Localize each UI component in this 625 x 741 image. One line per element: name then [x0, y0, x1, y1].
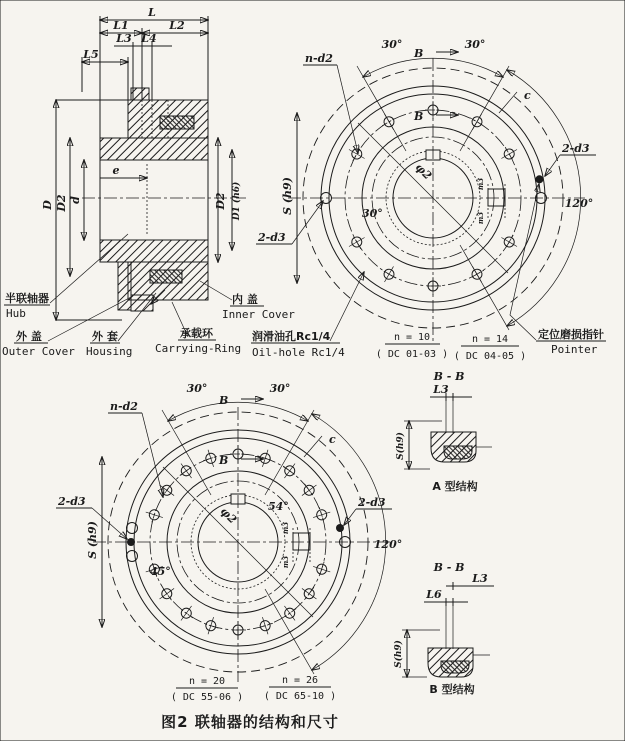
dim-label-L1: L1 [113, 19, 129, 32]
angle-30-left-a: 30° [381, 38, 403, 51]
dim-c-a: c [524, 89, 531, 102]
dim-label-L3-b: L3 [472, 572, 488, 585]
type-b-label: B 型结构 [429, 683, 475, 696]
two-d3-label-right-b: 2-d3 [358, 496, 386, 509]
section-mark-B-mid-b: B [219, 454, 229, 467]
section-b-seal [441, 661, 469, 673]
keyway-dim-m3-top: m3 [476, 177, 485, 191]
n14-models: ( DC 04-05 ) [453, 351, 527, 362]
n-d2-label-b: n-d2 [110, 400, 138, 413]
dim-label-L4: L4 [141, 32, 157, 45]
angle-30-right-a: 30° [464, 38, 486, 51]
section-header-a: B - B [433, 370, 465, 383]
inner-cover-label-cn: 内 盖 [232, 293, 258, 306]
dim-label-L6-b: L6 [426, 588, 442, 601]
n-d2-label-a: n-d2 [305, 52, 333, 65]
section-a-seal [444, 446, 472, 459]
carrying-ring-label-en: Carrying-Ring [155, 342, 242, 355]
d3-pin-right [336, 524, 344, 532]
dim-label-D1h6: D1 (h6) [232, 181, 242, 221]
oil-hole-label-cn: 润滑油孔Rc1/4 [252, 330, 331, 343]
section-mark-B-top-a: B [414, 47, 424, 60]
n20-models: ( DC 55-06 ) [170, 692, 244, 703]
keyway-dim-m3-bottom: m3 [281, 555, 290, 569]
type-a-label: A 型结构 [432, 480, 478, 493]
carrying-ring-label-cn: 承载环 [180, 327, 213, 340]
hub-label-en: Hub [6, 307, 26, 320]
angle-120-b: 120° [373, 538, 403, 551]
keyway-dim-m3-top: m3 [281, 521, 290, 535]
housing-label-cn: 外 套 [92, 330, 118, 343]
n14-label: n = 14 [471, 334, 509, 345]
d3-pin-left [127, 538, 135, 546]
n10-label: n = 10 [393, 332, 431, 343]
dim-label-S-section-a: S(h9) [396, 432, 406, 460]
pointer-pin [535, 175, 543, 183]
keyway-dim-m3-bottom: m3 [476, 211, 485, 225]
dim-label-L3-a: L3 [433, 383, 449, 396]
inner-cover-label-en: Inner Cover [222, 308, 295, 321]
angle-30-inner-a: 30° [362, 207, 383, 220]
n10-models: ( DC 01-03 ) [375, 349, 449, 360]
n26-label: n = 26 [281, 675, 319, 686]
outer-cover-label-cn: 外 盖 [16, 330, 42, 343]
n26-models: ( DC 65-10 ) [263, 691, 337, 702]
section-mark-B-mid-a: B [414, 110, 424, 123]
dim-label-S-a: S (h9) [281, 177, 294, 215]
outer-cover-label-en: Outer Cover [2, 345, 75, 358]
dim-c-b: c [329, 433, 336, 446]
angle-30-left-b: 30° [186, 382, 208, 395]
pointer-label-cn: 定位磨损指针 [538, 328, 604, 341]
dim-label-L5: L5 [83, 48, 99, 61]
oil-hole-label-en: Oil-hole Rc1/4 [252, 346, 345, 359]
two-d3-label-left-b: 2-d3 [58, 495, 86, 508]
hub-label-cn: 半联轴器 [5, 292, 49, 305]
housing-label-en: Housing [86, 345, 133, 358]
section-header-b: B - B [433, 561, 465, 574]
dim-label-S-section-b: S(h9) [394, 640, 404, 668]
dim-phi2-a: φ2 [412, 160, 435, 183]
angle-45-b: 45° [150, 565, 171, 578]
dim-label-e: e [112, 164, 120, 177]
dim-label-D: D [41, 200, 54, 210]
pointer-label-en: Pointer [551, 343, 598, 356]
dim-label-d: d [69, 196, 82, 204]
dim-label-D2-right: D2 [214, 192, 227, 210]
section-mark-B-top-b: B [219, 394, 229, 407]
two-d3-label-right-a: 2-d3 [562, 142, 590, 155]
dim-label-L: L [148, 6, 156, 19]
dim-label-S-b: S (h9) [86, 521, 99, 559]
figure-caption: 图2 联轴器的结构和尺寸 [161, 713, 339, 731]
dim-label-L2: L2 [169, 19, 185, 32]
angle-30-right-b: 30° [269, 382, 291, 395]
dim-label-L3: L3 [116, 32, 132, 45]
angle-54-b: 54° [268, 500, 289, 513]
two-d3-label-left-a: 2-d3 [258, 231, 286, 244]
angle-120-a: 120° [564, 197, 594, 210]
dim-phi2-b: φ2 [217, 504, 240, 527]
dim-label-D2-left: D2 [55, 194, 68, 212]
n20-label: n = 20 [188, 676, 226, 687]
